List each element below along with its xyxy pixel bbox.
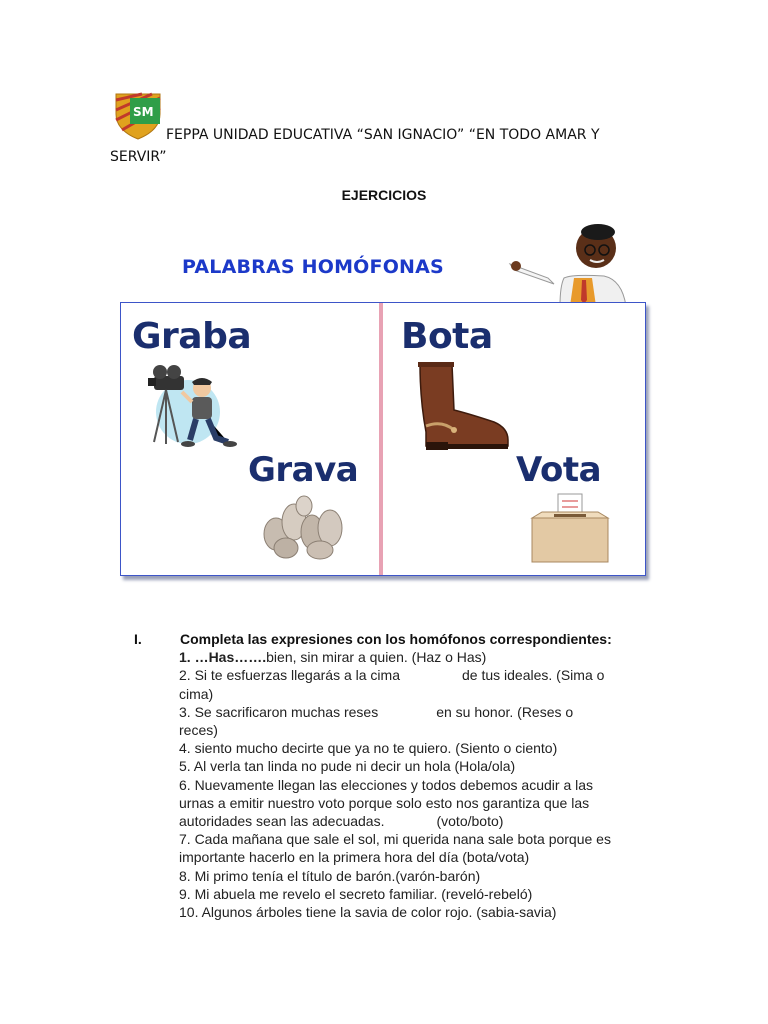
item-2-text-b: de tus ideales. (Sima o: [462, 667, 605, 684]
exercise-item-2: [179, 666, 674, 684]
exercise-item-7: 7. Cada mañana que sale el sol, mi querida nana sale bota porque es: [179, 831, 611, 848]
item-6-text-c: autoridades sean las adecuadas.: [179, 813, 385, 830]
item-6-text-d: (voto/boto): [436, 813, 504, 830]
exercise-item-4: 4. siento mucho decirte que ya no te quiero. (Siento o ciento): [179, 740, 558, 757]
card-divider: [379, 303, 383, 575]
exercise-number: I.: [134, 631, 142, 647]
exercise-item-9: 9. Mi abuela me revelo el secreto familiar. (reveló-rebeló): [179, 885, 533, 902]
school-name-line-1: FEPPA UNIDAD EDUCATIVA “SAN IGNACIO” “EN TODO AMAR Y: [166, 127, 600, 143]
exercise-item-10: 10. Algunos árboles tiene la savia de color rojo. (sabia-savia): [179, 904, 557, 921]
logo-lettering: SM: [133, 105, 154, 119]
ballot-box-image: [528, 492, 612, 568]
exercise-item-8: 8. Mi primo tenía el título de barón.(varón-barón): [179, 867, 481, 884]
exercise-section: [134, 630, 674, 921]
gravel-image: [260, 492, 352, 560]
exercise-item-1: [179, 648, 674, 666]
exercise-instruction: Completa las expresiones con los homófonos correspondientes:: [180, 631, 612, 647]
exercise-item-2-cont: cima): [179, 685, 214, 702]
exercise-item-6: 6. Nuevamente llegan las elecciones y todos debemos acudir a las: [179, 776, 594, 793]
teacher-pointing-image: [508, 218, 632, 306]
school-name-line-2: SERVIR”: [110, 149, 167, 165]
exercise-item-6-cont-1: urnas a emitir nuestro voto porque solo esto nos garantiza que las: [179, 794, 590, 811]
school-header: [110, 124, 630, 168]
cameraman-image: [144, 362, 240, 458]
illustration-title: PALABRAS HOMÓFONAS: [182, 256, 444, 278]
item-3-text-a: 3. Se sacrificaron muchas reses: [179, 703, 379, 720]
word-graba: Graba: [132, 316, 252, 357]
exercise-item-5: 5. Al verla tan linda no pude ni decir un hola (Hola/ola): [179, 758, 516, 775]
exercise-heading: [134, 630, 674, 648]
boot-image: [414, 360, 514, 452]
exercise-item-7-cont: importante hacerlo en la primera hora del día (bota/vota): [179, 849, 530, 866]
word-vota: Vota: [516, 450, 602, 490]
exercise-item-3: [179, 703, 674, 721]
word-grava: Grava: [248, 450, 359, 490]
exercise-items: [134, 648, 674, 921]
item-1-text: bien, sin mirar a quien. (Haz o Has): [266, 649, 487, 666]
exercise-item-3-cont: reces): [179, 722, 218, 739]
section-title: EJERCICIOS: [341, 187, 427, 203]
item-2-text-a: 2. Si te esfuerzas llegarás a la cima: [179, 667, 400, 684]
word-bota: Bota: [401, 316, 493, 357]
exercise-item-6-cont-2: [179, 812, 674, 830]
item-3-text-b: en su honor. (Reses o: [436, 703, 574, 720]
item-1-answer: 1. …Has…….: [179, 649, 267, 666]
